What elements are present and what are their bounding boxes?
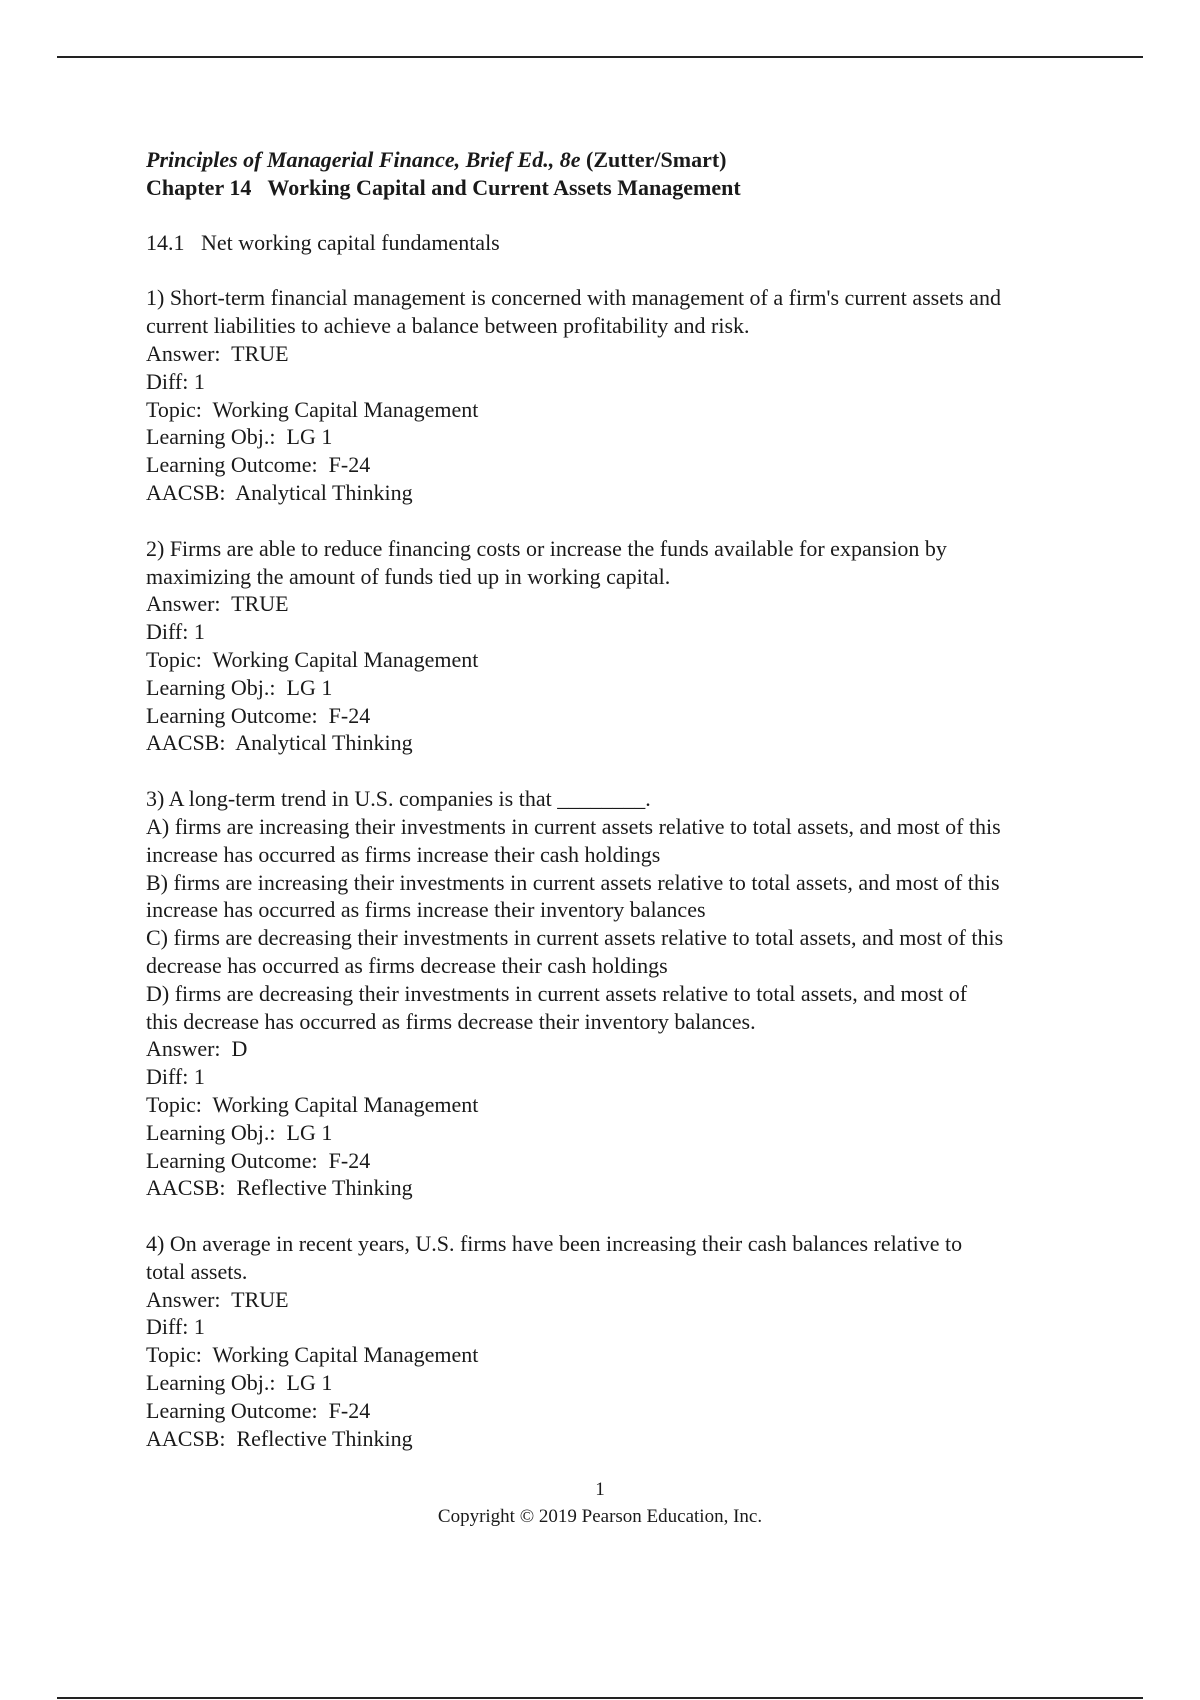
difficulty: Diff: 1 <box>146 1064 205 1090</box>
question-stem-line: 4) On average in recent years, U.S. firms have been increasing their cash balances relative to <box>146 1231 963 1257</box>
question-2 <box>146 535 1106 757</box>
learning-objective: Learning Obj.: LG 1 <box>146 1370 333 1396</box>
topic: Topic: Working Capital Management <box>146 646 479 672</box>
chapter-title: Chapter 14 Working Capital and Current Assets Management <box>146 174 741 200</box>
question-stem-line: maximizing the amount of funds tied up in working capital. <box>146 563 671 589</box>
page-number: 1 <box>595 1479 605 1500</box>
section-heading: 14.1 Net working capital fundamentals <box>146 229 500 255</box>
learning-outcome: Learning Outcome: F-24 <box>146 1397 371 1423</box>
learning-outcome: Learning Outcome: F-24 <box>146 452 371 478</box>
book-authors: (Zutter/Smart) <box>586 147 727 172</box>
learning-objective: Learning Obj.: LG 1 <box>146 1119 333 1145</box>
learning-objective: Learning Obj.: LG 1 <box>146 674 333 700</box>
aacsb: AACSB: Reflective Thinking <box>146 1425 413 1451</box>
question-4 <box>146 1230 1106 1452</box>
page-footer <box>0 1476 1200 1530</box>
question-stem-line: 2) Firms are able to reduce financing costs or increase the funds available for expansion by <box>146 535 947 561</box>
bottom-rule <box>57 1697 1143 1699</box>
aacsb: AACSB: Analytical Thinking <box>146 730 413 756</box>
option-c-line: decrease has occurred as firms decrease their cash holdings <box>146 952 668 978</box>
book-title-text: Principles of Managerial Finance, Brief Ed., 8e <box>146 147 581 172</box>
topic: Topic: Working Capital Management <box>146 396 479 422</box>
option-b-line: increase has occurred as firms increase their inventory balances <box>146 897 706 923</box>
option-d-line: this decrease has occurred as firms decrease their inventory balances. <box>146 1008 756 1034</box>
answer: Answer: TRUE <box>146 340 289 366</box>
difficulty: Diff: 1 <box>146 368 205 394</box>
answer: Answer: TRUE <box>146 1286 289 1312</box>
question-3 <box>146 785 1106 1202</box>
aacsb: AACSB: Analytical Thinking <box>146 479 413 505</box>
difficulty: Diff: 1 <box>146 1314 205 1340</box>
difficulty: Diff: 1 <box>146 619 205 645</box>
copyright-notice: Copyright © 2019 Pearson Education, Inc. <box>437 1506 763 1527</box>
question-stem-line: 1) Short-term financial management is concerned with management of a firm's current assets and <box>146 285 1001 311</box>
option-b-line: B) firms are increasing their investments in current assets relative to total assets, and most of this <box>146 869 1000 895</box>
aacsb: AACSB: Reflective Thinking <box>146 1175 413 1201</box>
question-stem-line: total assets. <box>146 1258 248 1284</box>
answer: Answer: D <box>146 1036 248 1062</box>
question-1 <box>146 284 1106 506</box>
option-a-line: A) firms are increasing their investments in current assets relative to total assets, and most of this <box>146 813 1001 839</box>
learning-outcome: Learning Outcome: F-24 <box>146 702 371 728</box>
question-stem-line: current liabilities to achieve a balance between profitability and risk. <box>146 313 750 339</box>
document-page <box>146 146 1106 1452</box>
book-title <box>146 146 1106 174</box>
learning-objective: Learning Obj.: LG 1 <box>146 424 333 450</box>
option-d-line: D) firms are decreasing their investments in current assets relative to total assets, and most of <box>146 980 968 1006</box>
top-rule <box>57 56 1143 58</box>
option-c-line: C) firms are decreasing their investments in current assets relative to total assets, and most of this <box>146 925 1004 951</box>
learning-outcome: Learning Outcome: F-24 <box>146 1147 371 1173</box>
topic: Topic: Working Capital Management <box>146 1091 479 1117</box>
topic: Topic: Working Capital Management <box>146 1342 479 1368</box>
answer: Answer: TRUE <box>146 591 289 617</box>
question-stem-line: 3) A long-term trend in U.S. companies is that ________. <box>146 786 651 812</box>
option-a-line: increase has occurred as firms increase their cash holdings <box>146 841 661 867</box>
